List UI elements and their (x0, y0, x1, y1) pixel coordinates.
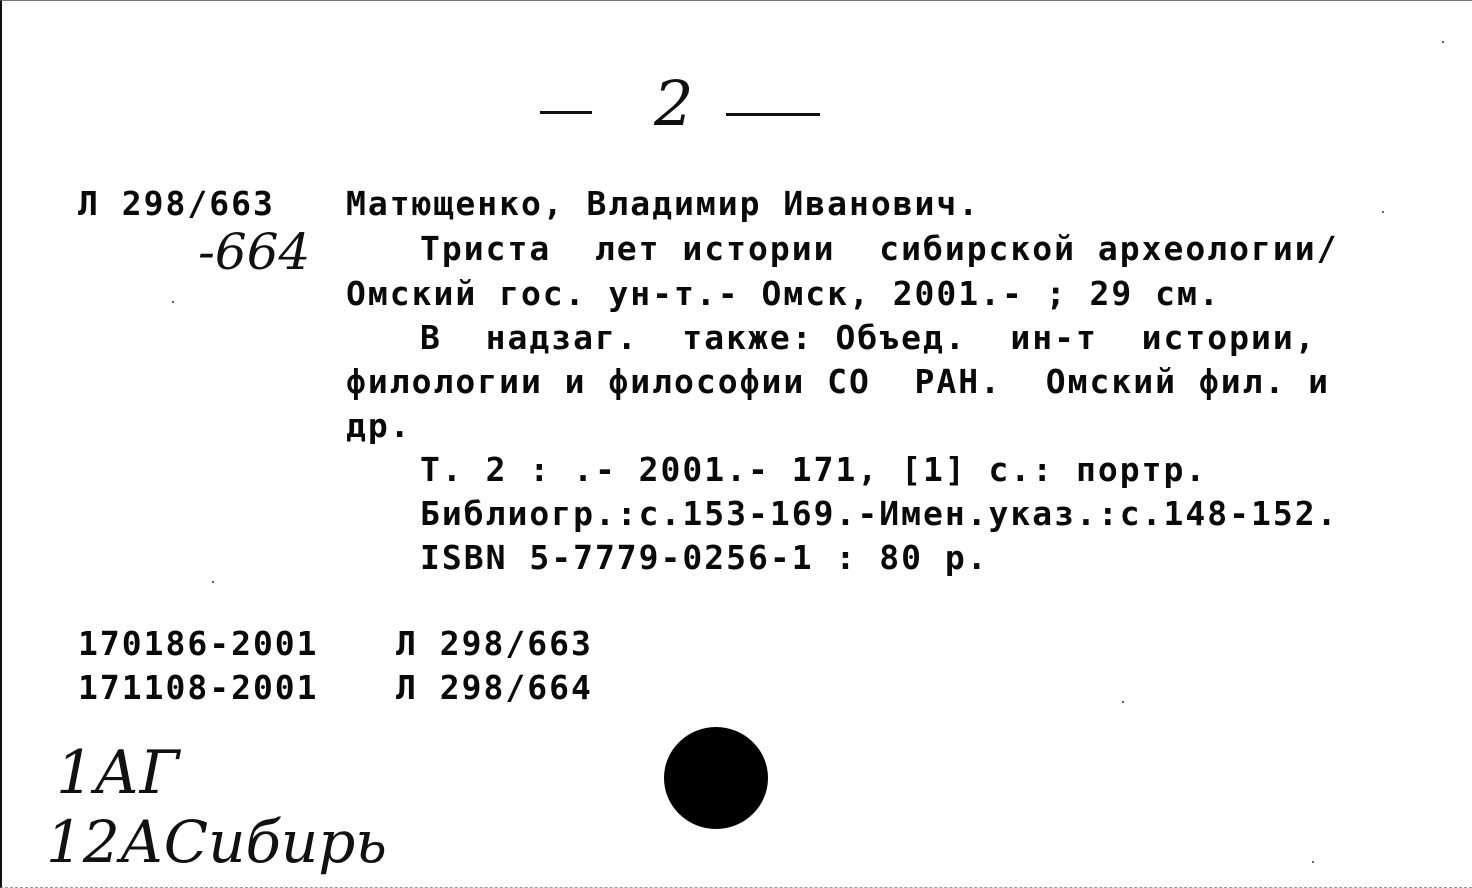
scan-speck (1122, 701, 1124, 703)
scan-speck (212, 581, 214, 583)
title-line: Триста лет истории сибирской археологии/ (420, 229, 1339, 268)
punch-hole (664, 727, 768, 829)
handwritten-note: 1АГ (56, 738, 180, 808)
scan-speck (1442, 41, 1444, 43)
header-dash-right (726, 113, 820, 116)
note-line-1: В надзаг. также: Объед. ин-т истории, (420, 318, 1317, 357)
handwritten-note: 12АСибирь (46, 808, 387, 876)
scan-speck (1312, 861, 1314, 863)
volume-line: Т. 2 : .- 2001.- 171, [1] с.: портр. (420, 450, 1208, 489)
note-line-3: др. (346, 406, 412, 445)
isbn-line: ISBN 5-7779-0256-1 : 80 р. (420, 538, 989, 577)
bibliography-line: Библиогр.:с.153-169.-Имен.указ.:с.148-152. (420, 494, 1339, 533)
inventory-shelf: Л 298/664 (396, 668, 593, 707)
author-heading: Матющенко, Владимир Иванович. (346, 184, 981, 223)
scan-speck (1382, 211, 1384, 213)
call-number: Л 298/663 (78, 184, 275, 223)
inventory-number: 170186-2001 (78, 624, 319, 663)
note-line-2: филологии и философии СО РАН. Омский фил. и (346, 362, 1331, 401)
inventory-number: 171108-2001 (78, 668, 319, 707)
call-number-added: -664 (198, 223, 311, 281)
header-dash-left (540, 111, 592, 114)
inventory-shelf: Л 298/663 (396, 624, 593, 663)
page-number: 2 (654, 67, 694, 140)
imprint-line: Омский гос. ун-т.- Омск, 2001.- ; 29 см. (346, 274, 1221, 313)
scan-speck (172, 301, 174, 303)
